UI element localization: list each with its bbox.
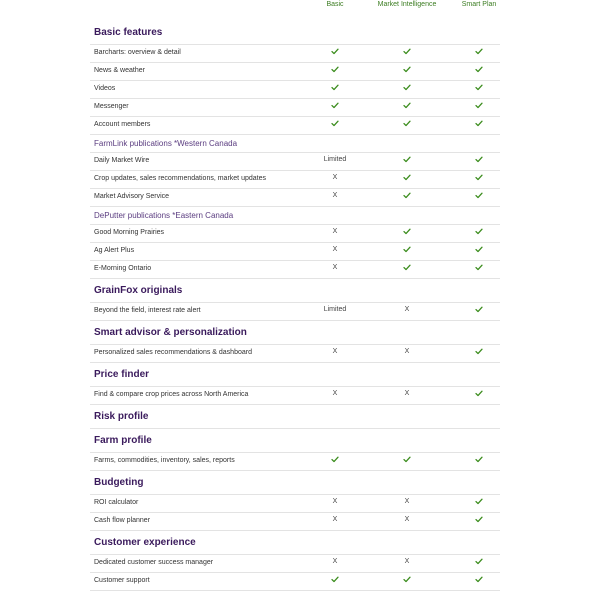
check-icon [475,174,483,181]
included-cell [449,48,509,55]
included-cell [377,228,437,235]
table-row [90,44,500,63]
not-included-cell: X [332,174,338,181]
included-cell [377,84,437,91]
included-cell [305,120,365,127]
feature-label: News & weather [94,67,145,74]
included-cell [449,174,509,181]
not-included-cell: X [404,348,410,355]
feature-label: Ag Alert Plus [94,247,135,254]
included-cell [305,48,365,55]
check-icon [331,120,339,127]
check-icon [403,66,411,73]
included-cell [377,48,437,55]
check-icon [475,348,483,355]
included-cell [449,348,509,355]
included-cell [377,456,437,463]
section-header [90,428,500,453]
included-cell [449,246,509,253]
table-row [90,554,500,573]
check-icon [475,516,483,523]
check-icon [475,264,483,271]
table-row [90,452,500,471]
limited-cell: Limited [323,156,347,163]
check-icon [403,576,411,583]
check-icon [475,498,483,505]
included-cell [449,192,509,199]
feature-label: Crop updates, sales recommendations, market updates [94,175,266,182]
section-title: Smart advisor & personalization [94,327,247,338]
section-title: Customer experience [94,537,196,548]
check-icon [331,66,339,73]
table-row [90,62,500,81]
included-cell [449,66,509,73]
included-cell [377,174,437,181]
check-icon [475,84,483,91]
subsection-title: DePutter publications *Eastern Canada [94,211,234,220]
section-header [90,362,500,387]
not-included-cell: X [332,558,338,565]
included-cell [449,390,509,397]
table-row [90,302,500,321]
check-icon [403,84,411,91]
not-included-cell: X [404,558,410,565]
included-cell [377,120,437,127]
included-cell [377,576,437,583]
check-icon [403,120,411,127]
check-icon [475,558,483,565]
not-included-cell: X [332,228,338,235]
table-row [90,170,500,189]
not-included-cell: X [332,264,338,271]
feature-label: Customer support [94,577,150,584]
section-title: Basic features [94,27,163,38]
not-included-cell: X [404,390,410,397]
included-cell [449,228,509,235]
check-icon [475,66,483,73]
feature-label: Dedicated customer success manager [94,559,214,566]
feature-label: ROI calculator [94,499,139,506]
feature-label: Farms, commodities, inventory, sales, reports [94,457,235,464]
check-icon [403,192,411,199]
check-icon [475,306,483,313]
table-row [90,260,500,279]
included-cell [305,102,365,109]
not-included-cell: X [332,498,338,505]
feature-label: Beyond the field, interest rate alert [94,307,201,314]
feature-label: Messenger [94,103,129,110]
check-icon [475,120,483,127]
check-icon [403,228,411,235]
table-row [90,242,500,261]
feature-label: Personalized sales recommendations & dashboard [94,349,252,356]
check-icon [475,246,483,253]
included-cell [377,192,437,199]
check-icon [403,174,411,181]
section-title: GrainFox originals [94,285,183,296]
section-header [90,278,500,303]
included-cell [449,84,509,91]
table-row [90,98,500,117]
not-included-cell: X [332,390,338,397]
section-header [90,404,500,429]
not-included-cell: X [332,516,338,523]
section-title: Budgeting [94,477,144,488]
feature-label: Barcharts: overview & detail [94,49,181,56]
section-header [90,20,500,45]
not-included-cell: X [404,306,410,313]
check-icon [475,576,483,583]
included-cell [305,456,365,463]
section-header [90,470,500,495]
section-title: Farm profile [94,435,152,446]
included-cell [377,66,437,73]
check-icon [403,156,411,163]
check-icon [475,390,483,397]
included-cell [449,156,509,163]
included-cell [377,156,437,163]
included-cell [377,246,437,253]
included-cell [449,120,509,127]
subsection-title: FarmLink publications *Western Canada [94,139,238,148]
not-included-cell: X [332,192,338,199]
included-cell [305,84,365,91]
feature-label: Good Morning Prairies [94,229,165,236]
included-cell [377,102,437,109]
check-icon [331,48,339,55]
section-header [90,530,500,555]
feature-label: Videos [94,85,116,92]
check-icon [403,246,411,253]
section-title: Risk profile [94,411,149,422]
check-icon [331,84,339,91]
table-row [90,386,500,405]
table-row [90,80,500,99]
check-icon [475,156,483,163]
check-icon [475,456,483,463]
check-icon [403,456,411,463]
check-icon [403,48,411,55]
included-cell [449,558,509,565]
table-row [90,152,500,171]
check-icon [475,228,483,235]
included-cell [305,576,365,583]
check-icon [331,576,339,583]
not-included-cell: X [332,246,338,253]
included-cell [449,576,509,583]
table-row [90,116,500,135]
column-header-market-intelligence: Market Intelligence [377,1,437,8]
included-cell [449,102,509,109]
check-icon [475,102,483,109]
table-row [90,572,500,591]
not-included-cell: X [332,348,338,355]
feature-label: Find & compare crop prices across North America [94,391,249,398]
table-row [90,344,500,363]
feature-label: Account members [94,121,151,128]
column-header-basic: Basic [326,1,344,8]
feature-label: Daily Market Wire [94,157,150,164]
included-cell [449,306,509,313]
table-row [90,224,500,243]
table-row [90,494,500,513]
included-cell [449,456,509,463]
included-cell [449,516,509,523]
included-cell [305,66,365,73]
not-included-cell: X [404,498,410,505]
check-icon [403,264,411,271]
check-icon [331,102,339,109]
table-row [90,512,500,531]
section-title: Price finder [94,369,150,380]
column-header-smart-plan: Smart Plan [461,1,497,8]
check-icon [475,192,483,199]
feature-label: Market Advisory Service [94,193,170,200]
feature-label: Cash flow planner [94,517,151,524]
feature-label: E-Morning Ontario [94,265,152,272]
subsection-header [90,206,500,225]
not-included-cell: X [404,516,410,523]
table-row [90,188,500,207]
check-icon [403,102,411,109]
section-header [90,320,500,345]
check-icon [475,48,483,55]
included-cell [449,264,509,271]
limited-cell: Limited [323,306,347,313]
included-cell [377,264,437,271]
included-cell [449,498,509,505]
subsection-header [90,134,500,153]
check-icon [331,456,339,463]
